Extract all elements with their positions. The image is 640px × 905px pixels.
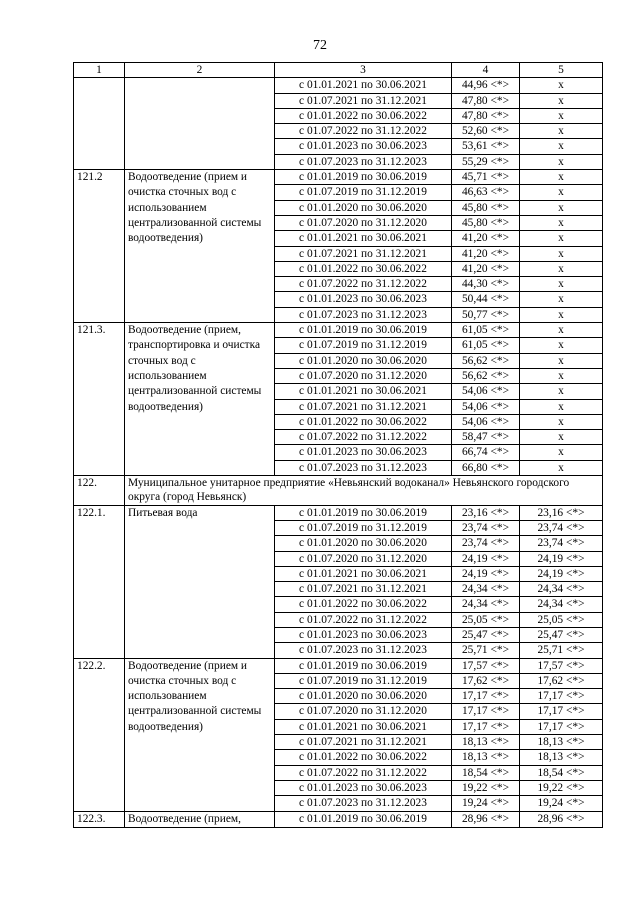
period-cell: с 01.07.2019 по 31.12.2019: [275, 673, 452, 688]
tariff-value-cell: 24,19 <*>: [520, 566, 603, 581]
item-description: Водоотведение (прием и очистка сточных вод с использованием централизованной системы водоотведения): [125, 658, 275, 811]
tariff-value-cell: 17,17 <*>: [520, 719, 603, 734]
period-cell: с 01.07.2023 по 31.12.2023: [275, 796, 452, 811]
tariff-value-cell: x: [520, 108, 603, 123]
period-cell: с 01.01.2020 по 30.06.2020: [275, 200, 452, 215]
period-cell: с 01.07.2021 по 31.12.2021: [275, 93, 452, 108]
period-cell: с 01.01.2022 по 30.06.2022: [275, 108, 452, 123]
period-cell: с 01.07.2023 по 31.12.2023: [275, 154, 452, 169]
period-cell: с 01.01.2021 по 30.06.2021: [275, 78, 452, 93]
period-cell: с 01.01.2023 по 30.06.2023: [275, 139, 452, 154]
period-cell: с 01.07.2023 по 31.12.2023: [275, 307, 452, 322]
period-cell: с 01.01.2022 по 30.06.2022: [275, 597, 452, 612]
page-number: 72: [313, 38, 327, 53]
period-cell: с 01.07.2020 по 31.12.2020: [275, 704, 452, 719]
item-number: 122.1.: [74, 505, 125, 658]
tariff-value-cell: 44,96 <*>: [452, 78, 520, 93]
item-description: Питьевая вода: [125, 505, 275, 658]
tariff-value-cell: 66,80 <*>: [452, 460, 520, 475]
tariff-value-cell: 50,77 <*>: [452, 307, 520, 322]
table-row: [74, 323, 603, 338]
tariff-value-cell: 17,57 <*>: [520, 658, 603, 673]
period-cell: с 01.07.2022 по 31.12.2022: [275, 612, 452, 627]
period-cell: с 01.01.2019 по 30.06.2019: [275, 170, 452, 185]
tariff-value-cell: 17,17 <*>: [520, 704, 603, 719]
tariff-value-cell: 50,44 <*>: [452, 292, 520, 307]
tariff-value-cell: 17,17 <*>: [452, 719, 520, 734]
period-cell: с 01.07.2022 по 31.12.2022: [275, 430, 452, 445]
tariff-value-cell: 56,62 <*>: [452, 368, 520, 383]
tariff-value-cell: 46,63 <*>: [452, 185, 520, 200]
tariff-value-cell: 58,47 <*>: [452, 430, 520, 445]
item-number: [74, 78, 125, 170]
tariff-value-cell: 23,74 <*>: [452, 536, 520, 551]
tariff-value-cell: 54,06 <*>: [452, 384, 520, 399]
tariff-value-cell: 25,05 <*>: [452, 612, 520, 627]
tariff-value-cell: x: [520, 124, 603, 139]
tariff-value-cell: 18,13 <*>: [520, 750, 603, 765]
header-cell: 5: [520, 63, 603, 78]
item-number: 121.2: [74, 170, 125, 323]
tariff-value-cell: 56,62 <*>: [452, 353, 520, 368]
header-cell: 3: [275, 63, 452, 78]
period-cell: с 01.01.2019 по 30.06.2019: [275, 505, 452, 520]
period-cell: с 01.07.2022 по 31.12.2022: [275, 124, 452, 139]
tariff-value-cell: 23,16 <*>: [452, 505, 520, 520]
tariff-value-cell: 47,80 <*>: [452, 93, 520, 108]
tariff-value-cell: 17,17 <*>: [452, 704, 520, 719]
tariff-value-cell: 66,74 <*>: [452, 445, 520, 460]
period-cell: с 01.01.2021 по 30.06.2021: [275, 384, 452, 399]
tariff-value-cell: x: [520, 323, 603, 338]
tariff-value-cell: x: [520, 399, 603, 414]
tariff-value-cell: 61,05 <*>: [452, 338, 520, 353]
tariff-value-cell: 25,47 <*>: [452, 627, 520, 642]
tariff-value-cell: 18,13 <*>: [520, 735, 603, 750]
tariff-value-cell: 44,30 <*>: [452, 277, 520, 292]
tariff-value-cell: 24,34 <*>: [452, 597, 520, 612]
period-cell: с 01.01.2022 по 30.06.2022: [275, 750, 452, 765]
tariff-value-cell: 25,05 <*>: [520, 612, 603, 627]
tariff-value-cell: 23,74 <*>: [520, 520, 603, 535]
tariff-value-cell: 54,06 <*>: [452, 414, 520, 429]
tariff-value-cell: x: [520, 93, 603, 108]
tariff-value-cell: 17,62 <*>: [520, 673, 603, 688]
table-row: [74, 658, 603, 673]
tariff-value-cell: x: [520, 277, 603, 292]
item-description: Водоотведение (прием и очистка сточных вод с использованием централизованной системы водоотведения): [125, 170, 275, 323]
period-cell: с 01.01.2023 по 30.06.2023: [275, 627, 452, 642]
tariff-value-cell: 17,57 <*>: [452, 658, 520, 673]
table-row: [74, 170, 603, 185]
tariff-value-cell: 17,17 <*>: [520, 689, 603, 704]
table-row: [74, 78, 603, 93]
tariff-value-cell: x: [520, 200, 603, 215]
tariff-value-cell: 24,19 <*>: [452, 566, 520, 581]
period-cell: с 01.01.2020 по 30.06.2020: [275, 353, 452, 368]
period-cell: с 01.01.2023 по 30.06.2023: [275, 445, 452, 460]
tariff-value-cell: 24,34 <*>: [520, 597, 603, 612]
tariff-value-cell: 25,71 <*>: [452, 643, 520, 658]
tariff-value-cell: 19,24 <*>: [520, 796, 603, 811]
tariff-value-cell: x: [520, 460, 603, 475]
period-cell: с 01.01.2023 по 30.06.2023: [275, 292, 452, 307]
tariff-table-body: [74, 63, 603, 828]
period-cell: с 01.01.2021 по 30.06.2021: [275, 566, 452, 581]
item-description: Водоотведение (прием, транспортировка и очистка сточных вод с использованием централизованной системы водоотведения): [125, 323, 275, 476]
tariff-value-cell: x: [520, 292, 603, 307]
period-cell: с 01.07.2019 по 31.12.2019: [275, 520, 452, 535]
organization-number: 122.: [74, 476, 125, 506]
tariff-value-cell: 17,62 <*>: [452, 673, 520, 688]
item-description: Водоотведение (прием,: [125, 811, 275, 827]
period-cell: с 01.07.2021 по 31.12.2021: [275, 735, 452, 750]
tariff-value-cell: 45,80 <*>: [452, 200, 520, 215]
period-cell: с 01.01.2019 по 30.06.2019: [275, 323, 452, 338]
tariff-value-cell: x: [520, 384, 603, 399]
tariff-value-cell: 45,80 <*>: [452, 215, 520, 230]
period-cell: с 01.01.2020 по 30.06.2020: [275, 689, 452, 704]
tariff-value-cell: 61,05 <*>: [452, 323, 520, 338]
item-number: 122.2.: [74, 658, 125, 811]
table-row: [74, 505, 603, 520]
tariff-value-cell: 19,24 <*>: [452, 796, 520, 811]
tariff-value-cell: 25,71 <*>: [520, 643, 603, 658]
tariff-value-cell: 24,34 <*>: [520, 582, 603, 597]
item-number: 122.3.: [74, 811, 125, 827]
tariff-value-cell: x: [520, 170, 603, 185]
tariff-value-cell: x: [520, 414, 603, 429]
tariff-value-cell: 24,19 <*>: [452, 551, 520, 566]
tariff-value-cell: 28,96 <*>: [520, 811, 603, 827]
tariff-value-cell: 18,54 <*>: [520, 765, 603, 780]
period-cell: с 01.01.2022 по 30.06.2022: [275, 261, 452, 276]
tariff-value-cell: 25,47 <*>: [520, 627, 603, 642]
tariff-table: [73, 62, 603, 828]
tariff-value-cell: 41,20 <*>: [452, 231, 520, 246]
tariff-value-cell: 45,71 <*>: [452, 170, 520, 185]
tariff-value-cell: x: [520, 78, 603, 93]
header-cell: 1: [74, 63, 125, 78]
tariff-value-cell: 53,61 <*>: [452, 139, 520, 154]
item-description: [125, 78, 275, 170]
tariff-value-cell: 23,74 <*>: [452, 520, 520, 535]
period-cell: с 01.01.2019 по 30.06.2019: [275, 811, 452, 827]
tariff-value-cell: 18,54 <*>: [452, 765, 520, 780]
header-cell: 4: [452, 63, 520, 78]
period-cell: с 01.01.2022 по 30.06.2022: [275, 414, 452, 429]
period-cell: с 01.01.2021 по 30.06.2021: [275, 231, 452, 246]
period-cell: с 01.07.2023 по 31.12.2023: [275, 643, 452, 658]
tariff-value-cell: x: [520, 307, 603, 322]
tariff-value-cell: 19,22 <*>: [520, 780, 603, 795]
organization-name: Муниципальное унитарное предприятие «Невьянский водоканал» Невьянского городского округа (город Невьянск): [125, 476, 603, 506]
tariff-value-cell: x: [520, 338, 603, 353]
period-cell: с 01.07.2022 по 31.12.2022: [275, 765, 452, 780]
tariff-value-cell: 18,13 <*>: [452, 750, 520, 765]
tariff-value-cell: 18,13 <*>: [452, 735, 520, 750]
tariff-value-cell: 41,20 <*>: [452, 246, 520, 261]
tariff-value-cell: 23,74 <*>: [520, 536, 603, 551]
period-cell: с 01.01.2023 по 30.06.2023: [275, 780, 452, 795]
tariff-value-cell: 19,22 <*>: [452, 780, 520, 795]
tariff-value-cell: 28,96 <*>: [452, 811, 520, 827]
tariff-value-cell: 55,29 <*>: [452, 154, 520, 169]
period-cell: с 01.07.2020 по 31.12.2020: [275, 215, 452, 230]
tariff-value-cell: x: [520, 430, 603, 445]
tariff-value-cell: x: [520, 246, 603, 261]
tariff-value-cell: x: [520, 353, 603, 368]
period-cell: с 01.07.2023 по 31.12.2023: [275, 460, 452, 475]
tariff-value-cell: x: [520, 139, 603, 154]
tariff-value-cell: 54,06 <*>: [452, 399, 520, 414]
tariff-value-cell: 17,17 <*>: [452, 689, 520, 704]
tariff-value-cell: 41,20 <*>: [452, 261, 520, 276]
tariff-value-cell: 24,19 <*>: [520, 551, 603, 566]
period-cell: с 01.07.2020 по 31.12.2020: [275, 368, 452, 383]
tariff-value-cell: 23,16 <*>: [520, 505, 603, 520]
period-cell: с 01.07.2022 по 31.12.2022: [275, 277, 452, 292]
organization-row: [74, 476, 603, 506]
period-cell: с 01.07.2019 по 31.12.2019: [275, 185, 452, 200]
header-cell: 2: [125, 63, 275, 78]
tariff-value-cell: x: [520, 231, 603, 246]
tariff-value-cell: x: [520, 215, 603, 230]
table-row: [74, 811, 603, 827]
tariff-value-cell: x: [520, 261, 603, 276]
tariff-value-cell: 24,34 <*>: [452, 582, 520, 597]
period-cell: с 01.01.2019 по 30.06.2019: [275, 658, 452, 673]
header-row: [74, 63, 603, 78]
tariff-value-cell: x: [520, 154, 603, 169]
tariff-value-cell: x: [520, 185, 603, 200]
period-cell: с 01.07.2020 по 31.12.2020: [275, 551, 452, 566]
tariff-value-cell: x: [520, 368, 603, 383]
item-number: 121.3.: [74, 323, 125, 476]
period-cell: с 01.07.2021 по 31.12.2021: [275, 246, 452, 261]
period-cell: с 01.07.2019 по 31.12.2019: [275, 338, 452, 353]
period-cell: с 01.07.2021 по 31.12.2021: [275, 399, 452, 414]
tariff-value-cell: 52,60 <*>: [452, 124, 520, 139]
period-cell: с 01.07.2021 по 31.12.2021: [275, 582, 452, 597]
tariff-value-cell: x: [520, 445, 603, 460]
period-cell: с 01.01.2020 по 30.06.2020: [275, 536, 452, 551]
period-cell: с 01.01.2021 по 30.06.2021: [275, 719, 452, 734]
tariff-value-cell: 47,80 <*>: [452, 108, 520, 123]
